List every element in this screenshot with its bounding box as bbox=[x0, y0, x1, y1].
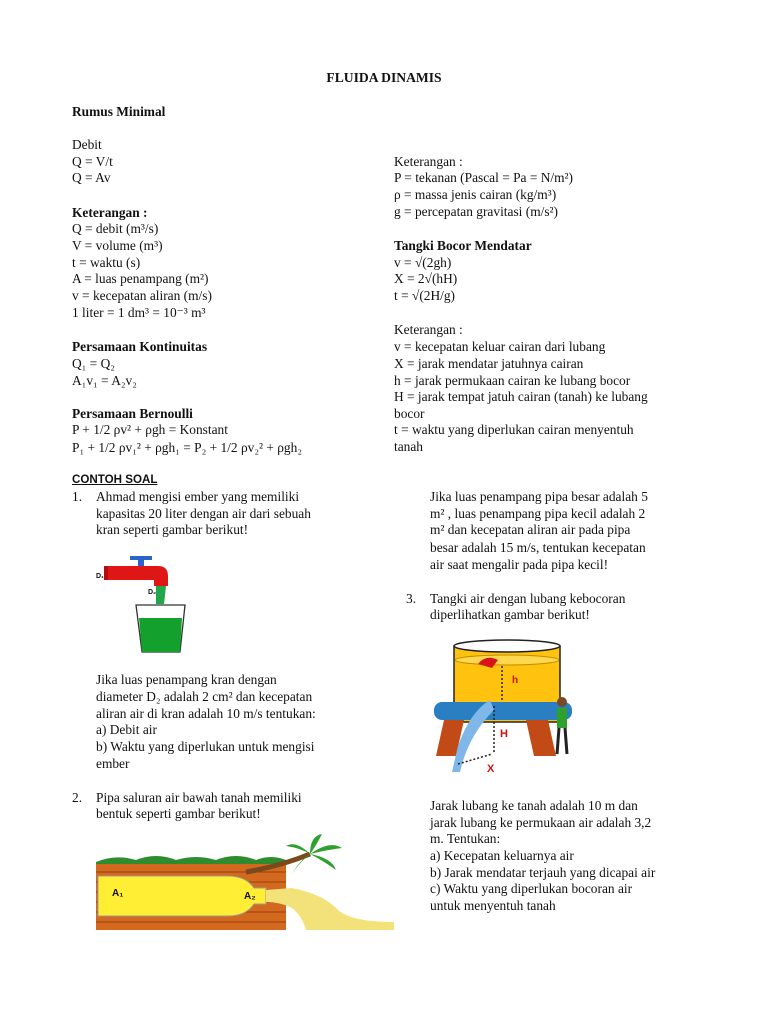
person-head bbox=[557, 697, 567, 707]
tangki-heading: Tangki Bocor Mendatar bbox=[394, 238, 532, 253]
page-title: FLUIDA DINAMIS bbox=[326, 70, 442, 85]
grass bbox=[96, 856, 286, 864]
ket-tangki-v: v = kecepatan keluar cairan dari lubang bbox=[394, 339, 606, 354]
tangki-formula-t: t = √(2H/g) bbox=[394, 288, 456, 303]
bernoulli-2: P₁ + 1/2 ρv₁² + ρgh₁ = P₂ + 1/2 ρv₂² + ρgh₂ bbox=[72, 440, 302, 455]
soal3-line2: diperlihatkan gambar berikut! bbox=[430, 607, 590, 622]
tank-label-h: h bbox=[512, 675, 519, 686]
soal2-para-line5: air saat mengalir pada pipa kecil! bbox=[430, 557, 609, 572]
ket-luas: A = luas penampang (m²) bbox=[72, 271, 209, 286]
soal3-number: 3. bbox=[406, 591, 417, 606]
tank-water-surface bbox=[455, 655, 559, 665]
faucet-bucket-illustration bbox=[92, 552, 202, 657]
pipe-illustration bbox=[96, 836, 396, 936]
soal2-line2: bentuk seperti gambar berikut! bbox=[96, 806, 261, 821]
pipe-label-a2: A₂ bbox=[244, 891, 256, 902]
ket-massa-jenis: ρ = massa jenis cairan (kg/m³) bbox=[394, 187, 557, 202]
ket-gravitasi: g = percepatan gravitasi (m/s²) bbox=[394, 204, 559, 219]
soal3-option-a: a) Kecepatan keluarnya air bbox=[430, 848, 574, 863]
keterangan-heading-left: Keterangan : bbox=[72, 205, 148, 220]
soal1-line3: kran seperti gambar berikut! bbox=[96, 522, 249, 537]
soal3-option-b: b) Jarak mendatar terjauh yang dicapai air bbox=[430, 865, 656, 880]
soal2-para-line1: Jika luas penampang pipa besar adalah 5 bbox=[430, 489, 648, 504]
ket-debit: Q = debit (m³/s) bbox=[72, 221, 159, 236]
tank-top bbox=[454, 640, 560, 652]
debit-formula-1: Q = V/t bbox=[72, 154, 113, 169]
soal3-para-line2: jarak lubang ke permukaan air adalah 3,2 bbox=[430, 815, 652, 830]
soal3-para-line1: Jarak lubang ke tanah adalah 10 m dan bbox=[430, 798, 638, 813]
keterangan-heading-tangki: Keterangan : bbox=[394, 322, 463, 337]
faucet-label-d1: D₁ bbox=[96, 573, 104, 580]
tank-label-X: X bbox=[487, 763, 495, 775]
soal2-line1: Pipa saluran air bawah tanah memiliki bbox=[96, 790, 302, 805]
faucet-label-d2: D₂ bbox=[148, 589, 157, 596]
ket-liter: 1 liter = 1 dm³ = 10⁻³ m³ bbox=[72, 305, 206, 320]
kontinuitas-1: Q₁ = Q₂ bbox=[72, 356, 115, 371]
soal1-option-b-cont: ember bbox=[96, 756, 130, 771]
tangki-formula-x: X = 2√(hH) bbox=[394, 271, 458, 286]
tank-label-H: H bbox=[500, 728, 508, 740]
soal1-option-a: a) Debit air bbox=[96, 722, 157, 737]
water-stream bbox=[156, 586, 166, 604]
soal1-number: 1. bbox=[72, 489, 83, 504]
soal3-option-c-cont: untuk menyentuh tanah bbox=[430, 898, 556, 913]
ket-waktu: t = waktu (s) bbox=[72, 255, 141, 270]
leaking-tank-illustration bbox=[430, 636, 580, 781]
bucket-water bbox=[139, 618, 182, 652]
palm-leaves bbox=[286, 834, 342, 874]
soal1-option-b: b) Waktu yang diperlukan untuk mengisi bbox=[96, 739, 315, 754]
rumus-heading: Rumus Minimal bbox=[72, 104, 166, 119]
ket-tangki-h: h = jarak permukaan cairan ke lubang bocor bbox=[394, 373, 631, 388]
contoh-soal-heading: CONTOH SOAL bbox=[72, 473, 158, 486]
ket-tangki-H-line1: H = jarak tempat jatuh cairan (tanah) ke lubang bbox=[394, 389, 648, 404]
pipe-label-a1: A₁ bbox=[112, 888, 124, 899]
ket-tekanan: P = tekanan (Pascal = Pa = N/m²) bbox=[394, 170, 574, 185]
ket-kecepatan: v = kecepatan aliran (m/s) bbox=[72, 288, 212, 303]
bernoulli-1: P + 1/2 ρv² + ρgh = Konstant bbox=[72, 422, 228, 437]
ket-tangki-x: X = jarak mendatar jatuhnya cairan bbox=[394, 356, 584, 371]
debit-label: Debit bbox=[72, 137, 102, 152]
soal1-para-line2: diameter D₂ adalah 2 cm² dan kecepatan bbox=[96, 689, 313, 704]
soal1-para-line3: aliran air di kran adalah 10 m/s tentukan: bbox=[96, 706, 316, 721]
platform bbox=[434, 702, 572, 720]
soal3-para-line3: m. Tentukan: bbox=[430, 831, 501, 846]
kontinuitas-heading: Persamaan Kontinuitas bbox=[72, 339, 208, 354]
ket-volume: V = volume (m³) bbox=[72, 238, 163, 253]
soal2-number: 2. bbox=[72, 790, 83, 805]
right-leg bbox=[526, 720, 556, 756]
kontinuitas-2: A₁v₁ = A₂v₂ bbox=[72, 373, 137, 388]
faucet-pipe-end bbox=[104, 566, 108, 580]
soal1-line1: Ahmad mengisi ember yang memiliki bbox=[96, 489, 300, 504]
faucet-body bbox=[106, 566, 168, 586]
person-body bbox=[557, 708, 567, 728]
soal2-para-line2: m² , luas penampang pipa kecil adalah 2 bbox=[430, 506, 646, 521]
tangki-formula-v: v = √(2gh) bbox=[394, 255, 452, 270]
ket-tangki-t-line1: t = waktu yang diperlukan cairan menyentuh bbox=[394, 422, 634, 437]
ket-tangki-H-line2: bocor bbox=[394, 406, 425, 421]
ket-tangki-t-line2: tanah bbox=[394, 439, 423, 454]
soal2-para-line4: besar adalah 15 m/s, tentukan kecepatan bbox=[430, 540, 646, 555]
bernoulli-heading: Persamaan Bernoulli bbox=[72, 406, 193, 421]
soal3-line1: Tangki air dengan lubang kebocoran bbox=[430, 591, 626, 606]
soal1-line2: kapasitas 20 liter dengan air dari sebuah bbox=[96, 506, 311, 521]
soal1-para-line1: Jika luas penampang kran dengan bbox=[96, 672, 277, 687]
soal2-para-line3: m² dan kecepatan aliran air pada pipa bbox=[430, 522, 631, 537]
debit-formula-2: Q = Av bbox=[72, 170, 111, 185]
soal3-option-c: c) Waktu yang diperlukan bocoran air bbox=[430, 881, 633, 896]
keterangan-heading-right: Keterangan : bbox=[394, 154, 463, 169]
